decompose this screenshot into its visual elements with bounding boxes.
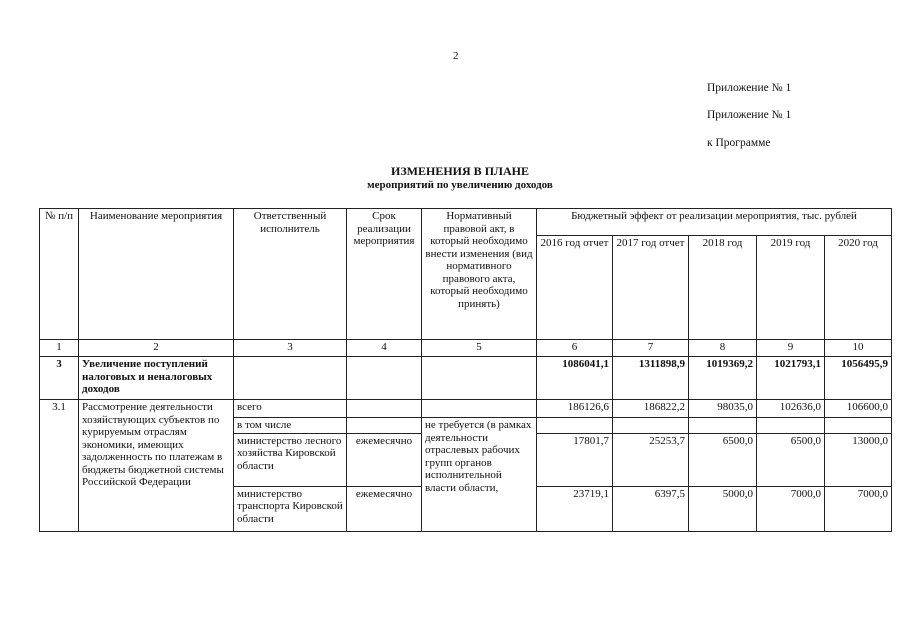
col-number: 10 (825, 340, 892, 357)
measure-name: Рассмотрение деятельности хозяйствующих субъектов по курируемым отраслям экономики, имеющих задолженность по платежам в бюджеты бюджетной системы Российской Федерации (79, 400, 234, 532)
header-effect: Бюджетный эффект от реализации мероприятия, тыс. рублей (537, 209, 892, 236)
row-number: 3.1 (40, 400, 79, 532)
term-cell: ежемесячно (347, 433, 422, 486)
appendix-line-2: Приложение № 1 (707, 109, 792, 121)
act-cell: не требуется (в рамках деятельности отраслевых рабочих групп органов исполнительной власти области, (422, 418, 537, 532)
value-2020: 106600,0 (825, 400, 892, 418)
plan-table (39, 208, 892, 532)
responsible-cell: министерство лесного хозяйства Кировской области (234, 433, 347, 486)
value-2016: 17801,7 (537, 433, 613, 486)
value-2018: 6500,0 (689, 433, 757, 486)
value-2020: 13000,0 (825, 433, 892, 486)
responsible-cell (234, 357, 347, 400)
col-number: 1 (40, 340, 79, 357)
header-2020: 2020 год (825, 236, 892, 340)
term-cell: ежемесячно (347, 486, 422, 531)
column-number-row (40, 340, 892, 357)
header-2018: 2018 год (689, 236, 757, 340)
term-cell (347, 418, 422, 434)
value-2018: 5000,0 (689, 486, 757, 531)
header-row (40, 209, 892, 236)
value-cell (825, 418, 892, 434)
col-number: 9 (757, 340, 825, 357)
value-2019: 6500,0 (757, 433, 825, 486)
measure-name: Увеличение поступлений налоговых и неналоговых доходов (79, 357, 234, 400)
value-2017: 1311898,9 (613, 357, 689, 400)
col-number: 4 (347, 340, 422, 357)
value-2019: 102636,0 (757, 400, 825, 418)
header-responsible: Ответственный исполнитель (234, 209, 347, 340)
col-number: 8 (689, 340, 757, 357)
value-2017: 25253,7 (613, 433, 689, 486)
col-number: 6 (537, 340, 613, 357)
col-number: 2 (79, 340, 234, 357)
act-cell (422, 357, 537, 400)
value-cell (537, 418, 613, 434)
value-2017: 186822,2 (613, 400, 689, 418)
col-number: 3 (234, 340, 347, 357)
table-row (40, 357, 892, 400)
col-number: 5 (422, 340, 537, 357)
header-term: Срок реализации мероприятия (347, 209, 422, 340)
value-cell (757, 418, 825, 434)
document-title: ИЗМЕНЕНИЯ В ПЛАНЕ (391, 164, 529, 178)
table-row (40, 400, 892, 418)
total-label: всего (234, 400, 347, 418)
value-2018: 1019369,2 (689, 357, 757, 400)
value-2020: 1056495,9 (825, 357, 892, 400)
act-cell (422, 400, 537, 418)
header-2017: 2017 год отчет (613, 236, 689, 340)
header-2016: 2016 год отчет (537, 236, 613, 340)
value-2018: 98035,0 (689, 400, 757, 418)
value-2016: 186126,6 (537, 400, 613, 418)
value-2019: 7000,0 (757, 486, 825, 531)
value-2016: 23719,1 (537, 486, 613, 531)
row-number: 3 (40, 357, 79, 400)
term-cell (347, 400, 422, 418)
header-act: Нормативный правовой акт, в который необходимо внести изменения (вид нормативного правового акта, который необходимо принять) (422, 209, 537, 340)
including-label: в том числе (234, 418, 347, 434)
header-num: № п/п (40, 209, 79, 340)
header-name: Наименование мероприятия (79, 209, 234, 340)
term-cell (347, 357, 422, 400)
value-2016: 1086041,1 (537, 357, 613, 400)
header-2019: 2019 год (757, 236, 825, 340)
value-2020: 7000,0 (825, 486, 892, 531)
appendix-line-1: Приложение № 1 (707, 82, 792, 94)
responsible-cell: министерство транспорта Кировской области (234, 486, 347, 531)
value-2017: 6397,5 (613, 486, 689, 531)
value-cell (689, 418, 757, 434)
value-2019: 1021793,1 (757, 357, 825, 400)
appendix-line-3: к Программе (707, 137, 771, 149)
col-number: 7 (613, 340, 689, 357)
document-subtitle: мероприятий по увеличению доходов (367, 179, 553, 191)
page-number: 2 (453, 50, 459, 62)
value-cell (613, 418, 689, 434)
